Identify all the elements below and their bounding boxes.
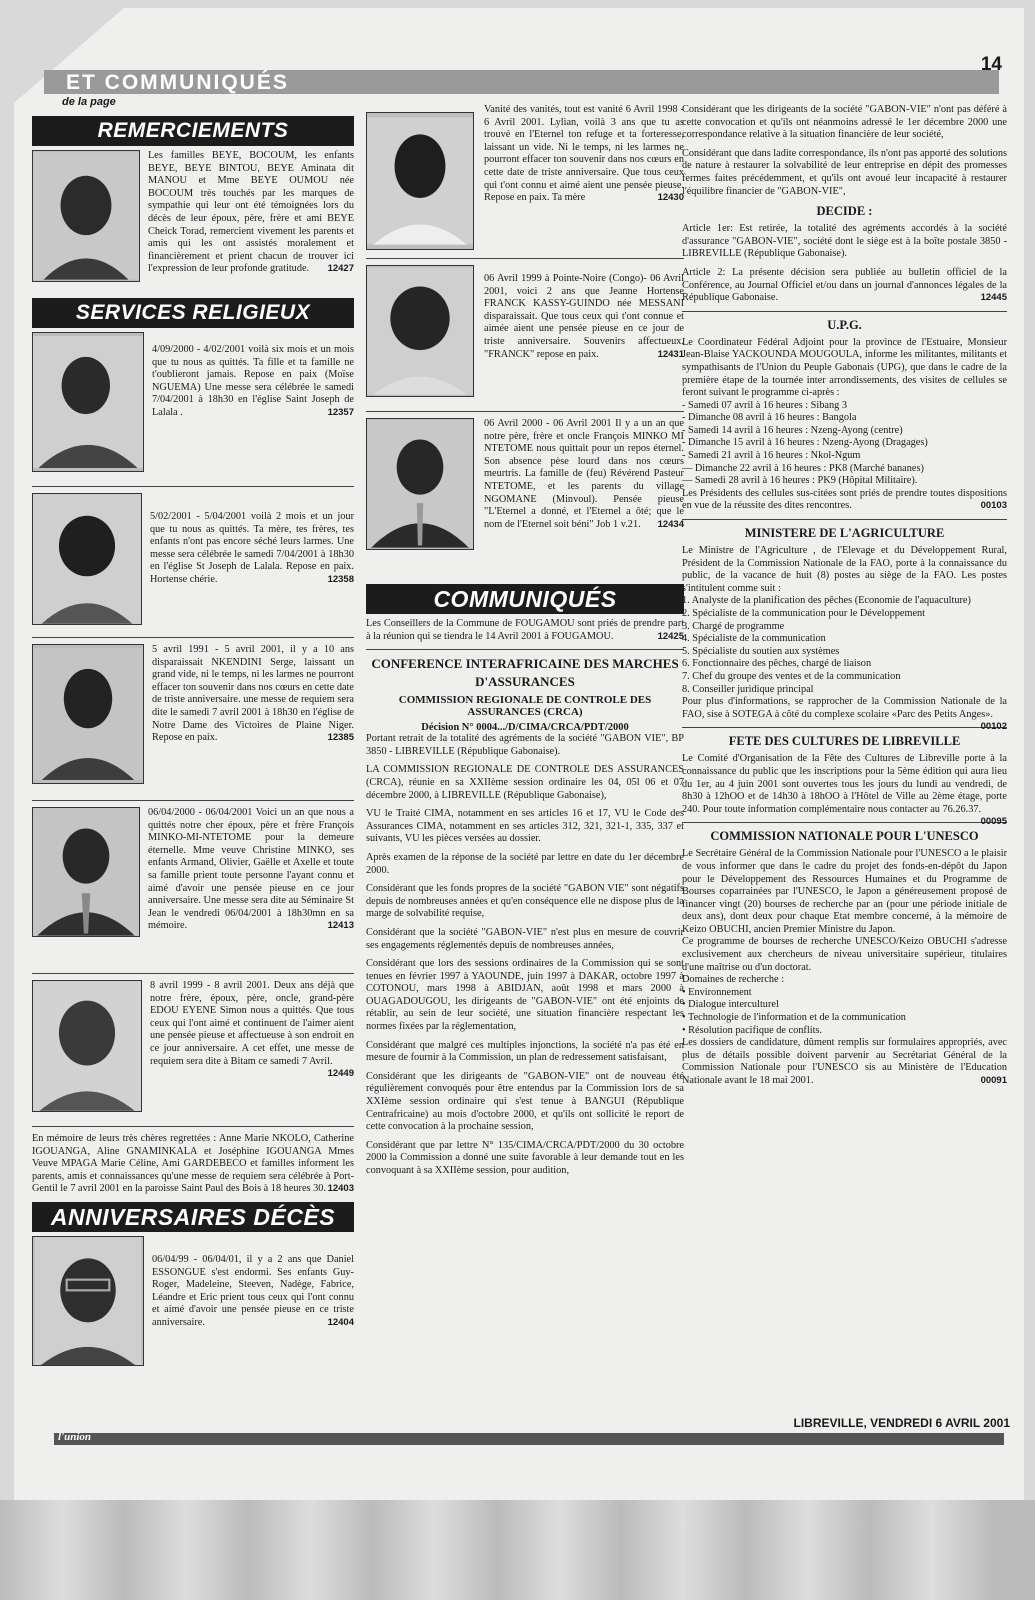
divider	[32, 486, 354, 487]
notice-service-3	[32, 644, 354, 794]
list-item: 8. Conseiller juridique principal	[682, 683, 814, 695]
divider	[366, 411, 684, 412]
notice-text: En mémoire de leurs très chères regrettées : Anne Marie NKOLO, Catherine IGOUANGA, Aline GNAMINKALA et Joséphine IGOUANGA Mmes Veuve MPAGA Marie Céline, Ami GARDEBECO et familles informent les parents, amis et connaissances qu'une messe de requiem sera célébrée à Port-Gentil le 7 avril 2001 en la paroisse Saint Paul des Bois à 18 heures 30. 12403	[32, 1133, 354, 1195]
divider	[682, 727, 1007, 728]
list-item: - Dimanche 15 avril à 16 heures : Nzeng-Ayong (Dragages)	[682, 437, 928, 449]
divider	[682, 519, 1007, 520]
portrait-photo	[32, 807, 140, 937]
services-religieux-banner: SERVICES RELIGIEUX	[32, 298, 354, 328]
fete-cultures-notice: FETE DES CULTURES DE LIBREVILLE Le Comité d'Organisation de la Fête des Cultures de Libreville porte à la connaissance du public que les inscriptions pour la 5ème édition qui aura lieu du 1er, au 4 juin 2001 sont ouvertes tous les jours du lundi au vendredi, de 8h30 à 12hOO et de 14h30 à 18hOO à l'Hôtel de Ville au 2ème étage, porte 240. Pour toute information complémentaire nous contacter au 76.26.37. 00095	[682, 734, 1007, 828]
upg-schedule	[682, 400, 1007, 488]
notice-text: 8 avril 1999 - 8 avril 2001. Deux ans déjà que notre frère, époux, père, oncle, grand-père EDOU EYENE Simon nous a quittés. Que tous ceux qui l'ont aimé et continuent de l'aimer aient une pensée pieuse et affectueuse à son endroit en ce jour anniversaire. A cet effet, une messe de requiem sera dite à Bitam ce samedi 7 Avril. 12449	[150, 980, 354, 1080]
section-subnote: de la page	[62, 96, 116, 108]
notice-text: 5/02/2001 - 5/04/2001 voilà 2 mois et un jour que tu nous as quittés. Ta mère, tes frères, tes enfants n'ont pas encore séché leurs larmes. Une messe sera célébrée le samedi 7/04/2001 à 18h30 en l'église St Joseph de Lalala. Repose en paix. Hortense chérie. 12358	[150, 511, 354, 585]
list-item: 4. Spécialiste de la communication	[682, 633, 826, 645]
unesco-title: COMMISSION NATIONALE POUR L'UNESCO	[710, 829, 979, 844]
remerciements-banner: REMERCIEMENTS	[32, 116, 354, 146]
column-1	[32, 112, 354, 1380]
notice-text: 06 Avril 1999 à Pointe-Noire (Congo)- 06 Avril 2001, voici 2 ans que Jeanne Hortense FRANCK KASSY-GUINDO née MESSANI disparaissait. Que tous ceux qui t'ont connue et aimée aient une pensée pieuse en ce jour de triste anniversaire. Souvenirs affectueux. "FRANCK" repose en paix. 12431	[484, 273, 684, 360]
list-item: 3. Chargé de programme	[682, 620, 785, 632]
page-number: 14	[980, 54, 1002, 75]
notice-service-2	[32, 493, 354, 631]
list-item: - Dimanche 08 avril à 16 heures : Bangola	[682, 412, 857, 424]
list-item: 6. Fonctionnaire des pêches, chargé de liaison	[682, 658, 872, 670]
list-item: - Samedi 21 avril à 16 heures : Nkol-Ngum	[682, 450, 861, 462]
cima-title: CONFERENCE INTERAFRICAINE DES MARCHES	[371, 656, 679, 672]
decision-articles: Article 1er: Est retirée, la totalité des agréments accordés à la société d'assurance "GABON-VIE", société dont le siège est à la boîte postale 3850 - LIBREVILLE (République Gabonaise). Article 2: La présente décision sera publiée au bulletin officiel de la Conférence, au Journal Officiel et/ou dans un journal d'annonces légales de la République Gabonaise. 12445	[682, 223, 1007, 304]
notice-service-1	[32, 332, 354, 480]
notice-service-5	[32, 980, 354, 1120]
notice-text: 06 Avril 2000 - 06 Avril 2001 Il y a un an que notre père, frère et oncle François MINKO MI NTETOME nous quittait pour un repos éternel. Son absence pèse lourd dans nos cœurs meurtris. La famille de (feu) Révérend Pasteur NTETOME, et les parents du village NGOMANE (Minvoul). Pensée pieuse "L'Eternel a donné, et l'Eternel a ôté; que le nom de l'Eternel soit béni" Job 1 v.21. 12434	[484, 418, 684, 530]
cima-title-2: D'ASSURANCES	[475, 674, 575, 690]
column-2	[366, 104, 684, 1184]
notice-text: 5 avril 1991 - 5 avril 2001, il y a 10 ans disparaissait NKENDINI Serge, laissant un grand vide, ni le temps, ni les larmes ne pourront effacer ton souvenir dans nos cœurs en cette date de triste anniversaire. une messe de requiem sera dite le samedi 7 avril 2001 à 18h30 en l'église de Notre Dame des Victoires de Plaine Niger. Repose en paix. 12385	[152, 644, 354, 744]
notice-text: Les Conseillers de la Commune de FOUGAMOU sont priés de prendre part à la réunion qui se tiendra le 14 Avril 2001 à FOUGAMOU. 12425	[366, 618, 684, 642]
decide-heading: DECIDE :	[816, 204, 873, 219]
portrait-photo	[32, 493, 142, 625]
portrait-photo	[366, 112, 474, 250]
newspaper-page	[14, 8, 1024, 1598]
list-item: • Dialogue interculturel	[682, 999, 779, 1011]
list-item: 7. Chef du groupe des ventes et de la communication	[682, 670, 901, 682]
communiques-banner: COMMUNIQUÉS	[366, 584, 684, 614]
column-3	[682, 104, 1007, 1094]
section-title: ET COMMUNIQUÉS	[66, 71, 289, 94]
portrait-photo	[32, 644, 144, 784]
divider	[32, 973, 354, 974]
anniversaires-deces-banner: ANNIVERSAIRES DÉCÈS	[32, 1202, 354, 1232]
list-item: • Résolution pacifique de conflits.	[682, 1024, 823, 1036]
notice-franck	[366, 265, 684, 405]
section-header-bar	[44, 70, 999, 94]
portrait-photo	[32, 150, 140, 282]
notice-remerciements	[32, 150, 354, 292]
list-item: — Dimanche 22 avril à 16 heures : PK8 (Marché bananes)	[682, 462, 924, 474]
list-item: • Environnement	[682, 986, 752, 998]
notice-service-6	[32, 1133, 354, 1196]
divider	[32, 637, 354, 638]
cima-decision	[366, 656, 684, 1177]
notice-text: Vanité des vanités, tout est vanité 6 Avril 1998 - 6 Avril 2001. Lylian, voilà 3 ans que tu as trouvé en l'Eternel ton refuge et ta forteresse, laissant un vide. Ni le temps, ni les larmes ne pourront effacer ton souvenir dans nos cœurs en cette date de triste anniversaire. Que tous ceux qui t'ont connu et aimé aient une pensée pieuse. Repose en paix. Ta mère 12430	[484, 104, 684, 204]
crca-title: COMMISSION REGIONALE DE CONTROLE DES ASSURANCES (CRCA)	[398, 694, 652, 719]
divider	[682, 311, 1007, 312]
newspaper-name: l'union	[58, 1431, 92, 1443]
divider	[366, 258, 684, 259]
upg-notice: U.P.G. Le Coordinateur Fédéral Adjoint pour la province de l'Estuaire, Monsieur Jean-Blaise YACKOUNDA MOUGOULA, informe les militantes, militants et sympathisants de l'Union du Peuple Gabonais (UPG), que dans le cadre de la première étape de la tournée inter arrondissements, des visites de cellules se feront suivant le programme ci-après : - Samedi 07 avril à 16 heures : Sibang 3 - Dimanche 08 avril à 16 heures : Bangola - Samedi 14 avril à 16 heures : Nzeng-Ayong (centre) - Dimanche 15 avril à 16 heures : Nzeng-Ayong (Dragages) - Samedi 21 avril à 16 heures : Nkol-Ngum — Dimanche 22 avril à 16 heures : PK8 (Marché bananes) — Samedi 28 avril à 16 heures : PK9 (Hôpital Militaire). Les Présidents des cellules sus-citées sont priés de prendre toutes dispositions en vue de la réussite des dites rencontres. 00103	[682, 317, 1007, 512]
notice-anniversaire	[32, 1236, 354, 1374]
portrait-photo	[32, 1236, 144, 1366]
footer-date: LIBREVILLE, VENDREDI 6 AVRIL 2001	[793, 1416, 1010, 1430]
notice-text: 06/04/2000 - 06/04/2001 Voici un an que nous a quittés notre cher époux, père et frère François MINKO-MI-NTETOME pour la demeure éternelle. Mme veuve Christine MINKO, ses enfants Armand, Olivier, Gaëlle et Axelle et toute sa famille prient toute personne l'ayant connu et aimé d'avoir une pensée pieuse en ce jour anniversaire. Une messe sera dite au Séminaire St Jean le vendredi 06/04/2001 à 18h30mn en sa mémoire. 12413	[148, 807, 354, 932]
fete-title: FETE DES CULTURES DE LIBREVILLE	[728, 734, 961, 749]
list-item: 2. Spécialiste de la communication pour le Développement	[682, 608, 926, 619]
notice-minko	[366, 418, 684, 578]
notice-text: 4/09/2000 - 4/02/2001 voilà six mois et un mois que tu nous as quittés. Ta fille et ta famille ne t'oublieront jamais. Repose en paix (Moïse NGUEMA) Une messe sera célébrée le samedi 7/04/2001 à 18h30 en l'église Saint Joseph de Lalala . 12357	[152, 344, 354, 418]
upg-title: U.P.G.	[827, 317, 862, 332]
portrait-photo	[32, 332, 144, 472]
divider	[366, 649, 684, 650]
portrait-photo	[366, 265, 474, 397]
portrait-photo	[366, 418, 474, 550]
page-bottom-edge	[0, 1500, 1035, 1600]
notice-lylian	[366, 104, 684, 252]
decision-continued: Considérant que les dirigeants de la société "GABON-VIE" n'ont pas déféré à cette convocation et qu'ils ont néanmoins adressé le 1er décembre 2000 une correspondance relative à la situation financière de leur société, Considérant que dans ladite correspondance, ils n'ont pas apporté des solutions de nature à restaurer la solvabilité de leur entreprise en dépit des promesses fermes faites précédemment, et qu'ils ont avoué leur incapacité à restaurer l'équilibre financier de "GABON-VIE",	[682, 104, 1007, 197]
list-item: 5. Spécialiste du soutien aux systèmes	[682, 645, 840, 657]
list-item: • Technologie de l'information et de la communication	[682, 1012, 906, 1024]
list-item: - Samedi 07 avril à 16 heures : Sibang 3	[682, 399, 848, 411]
list-item: - Samedi 14 avril à 16 heures : Nzeng-Ayong (centre)	[682, 424, 903, 436]
notice-text: 06/04/99 - 06/04/01, il y a 2 ans que Daniel ESSONGUE s'est endormi. Ses enfants Guy-Roger, Madeleine, Steeven, Nadège, Fabrice, Léandre et Eric prient tous ceux qui l'ont connu et aimé d'avoir une pensée pieuse en ce triste anniversaire. 12404	[152, 1253, 354, 1328]
agriculture-notice: MINISTERE DE L'AGRICULTURE Le Ministre de l'Agriculture , de l'Elevage et du Développement Rural, Président de la Commission Nationale de la FAO, porte à la connaissance du public, de la vacance de huit (8) postes au siège de la FAO. Les postes s'intitulent comme suit : 1. Analyste de la planification des pêches (Economie de l'aquaculture) 2. Spécialiste de la communication pour le Développement 3. Chargé de programme 4. Spécialiste de la communication 5. Spécialiste du soutien aux systèmes 6. Fonctionnaire des pêches, chargé de liaison 7. Chef du groupe des ventes et de la communication 8. Conseiller juridique principal Pour plus d'informations, se rapprocher de la Commission Nationale de la FAO, sise à SOTEGA à côté du complexe scolaire «Parc des Petits Anges». 00102	[682, 526, 1007, 733]
portrait-photo	[32, 980, 142, 1112]
footer-bar	[54, 1433, 1004, 1445]
fao-posts	[682, 595, 1007, 696]
notice-fougamou	[366, 618, 684, 643]
decision-number: Décision N° 0004.../D/CIMA/CRCA/PDT/2000	[421, 722, 629, 734]
unesco-notice: COMMISSION NATIONALE POUR L'UNESCO Le Secrétaire Général de la Commission Nationale pour l'UNESCO a le plaisir de vous informer que dans le cadre du projet des fonds-en-dépôt du Japon pour le Développement des Ressources Humaines et du Programme de Bourses coparrainées par l'UNESCO, le Japon a généreusement proposé de financer vingt (20) bourses de recherche par an (pour une période initiale de deux ans), dont deux pour chaque Etat membre concerné, à la mémoire de Keizo OBUCHI, ancien Premier Ministre du Japon. Ce programme de bourses de recherche UNESCO/Keizo OBUCHI s'adresse exclusivement aux chercheurs de niveau universitaire supérieur, titulaires d'une maîtrise ou d'un doctorat. Domaines de recherche : • Environnement • Dialogue interculturel • Technologie de l'information et de la communication • Résolution pacifique de conflits. Les dossiers de candidature, dûment remplis sur formulaires appropriés, avec plus de détails possible doivent parvenir au Secrétariat Général de la Commission Nationale pour l'UNESCO sis au Ministère de l'Education Nationale avant le 18 mai 2001. 00091	[682, 829, 1007, 1086]
agriculture-title: MINISTERE DE L'AGRICULTURE	[744, 526, 945, 541]
notice-text: Les familles BEYE, BOCOUM, les enfants BEYE, BEYE BINTOU, BEYE Aminata dit MANOU et Mme BEYE OUMOU née BOCOUM très touchés par les marques de sympathie qui leur ont été témoignées lors du décès de leur époux, père, frère et ami BEYE Cheick Torad, remercient vivement les parents et amis qui les ont assistés moralement et financièrement et prient chacun de trouver ici l'expression de leur profonde gratitude. 12427	[148, 150, 354, 275]
decision-body: Portant retrait de la totalité des agréments de la société "GABON VIE", BP 3850 - LIBREVILLE (République Gabonaise). LA COMMISSION REGIONALE DE CONTROLE DES ASSURANCES (CRCA), réunie en sa XXIIème session ordinaire les 04, 05l 06 et 07 décembre 2000, à LIBREVILLE (République Gabonaise), VU le Traité CIMA, notamment en ses articles 16 et 17, VU le Code des Assurances CIMA, notamment en ses articles 312, 321, 321-1, 335, 337 et suivants, VU les pièces versées au dossier. Après examen de la réponse de la société par lettre en date du 1er décembre 2000. Considérant que les fonds propres de la société "GABON VIE" sont négatifs depuis de nombreuses années et qu'en conséquence elle ne dispose plus de la marge de solvabilité requise, Considérant que la société "GABON-VIE" n'est plus en mesure de couvrir ses engagements réglementés depuis de nombreuses années, Considérant que lors des sessions ordinaires de la Commission qui se sont tenues en février 1997 à YAOUNDE, juin 1997 à DAKAR, octobre 1997 à COTONOU, mars 1998 à ABIDJAN, août 1998 et mars 2000 à OUAGADOUGOU, les dirigeants de "GABON-VIE" ont été enjoints de rétablir, au sein de leur société, une situation financière respectant les normes fixées par la réglementation, Considérant que malgré ces multiples injonctions, la société n'a pas été en mesure de fournir à la Commission, un plan de redressement satisfaisant, Considérant que les dirigeants de "GABON-VIE" ont de nouveau été régulièrement convoqués pour être entendus par la Commission lors de sa XXIème session ordinaire qui s'est tenue à BANGUI (République Centrafricaine) au mois d'octobre 2000, et qu'ils ont sollicité le report de cette convocation à la prochaine session, Considérant que par lettre N° 135/CIMA/CRCA/PDT/2000 du 30 octobre 2000 la Commission a donné une suite favorable à leur demande tout en les convoquant à sa XXIIème session, pour audition,	[366, 733, 684, 1176]
notice-service-4	[32, 807, 354, 967]
research-domains	[682, 987, 1007, 1037]
divider	[682, 822, 1007, 823]
list-item: 1. Analyste de la planification des pêches (Economie de l'aquaculture)	[682, 595, 971, 607]
divider	[32, 800, 354, 801]
list-item: — Samedi 28 avril à 16 heures : PK9 (Hôpital Militaire).	[682, 475, 918, 487]
divider	[32, 1126, 354, 1127]
